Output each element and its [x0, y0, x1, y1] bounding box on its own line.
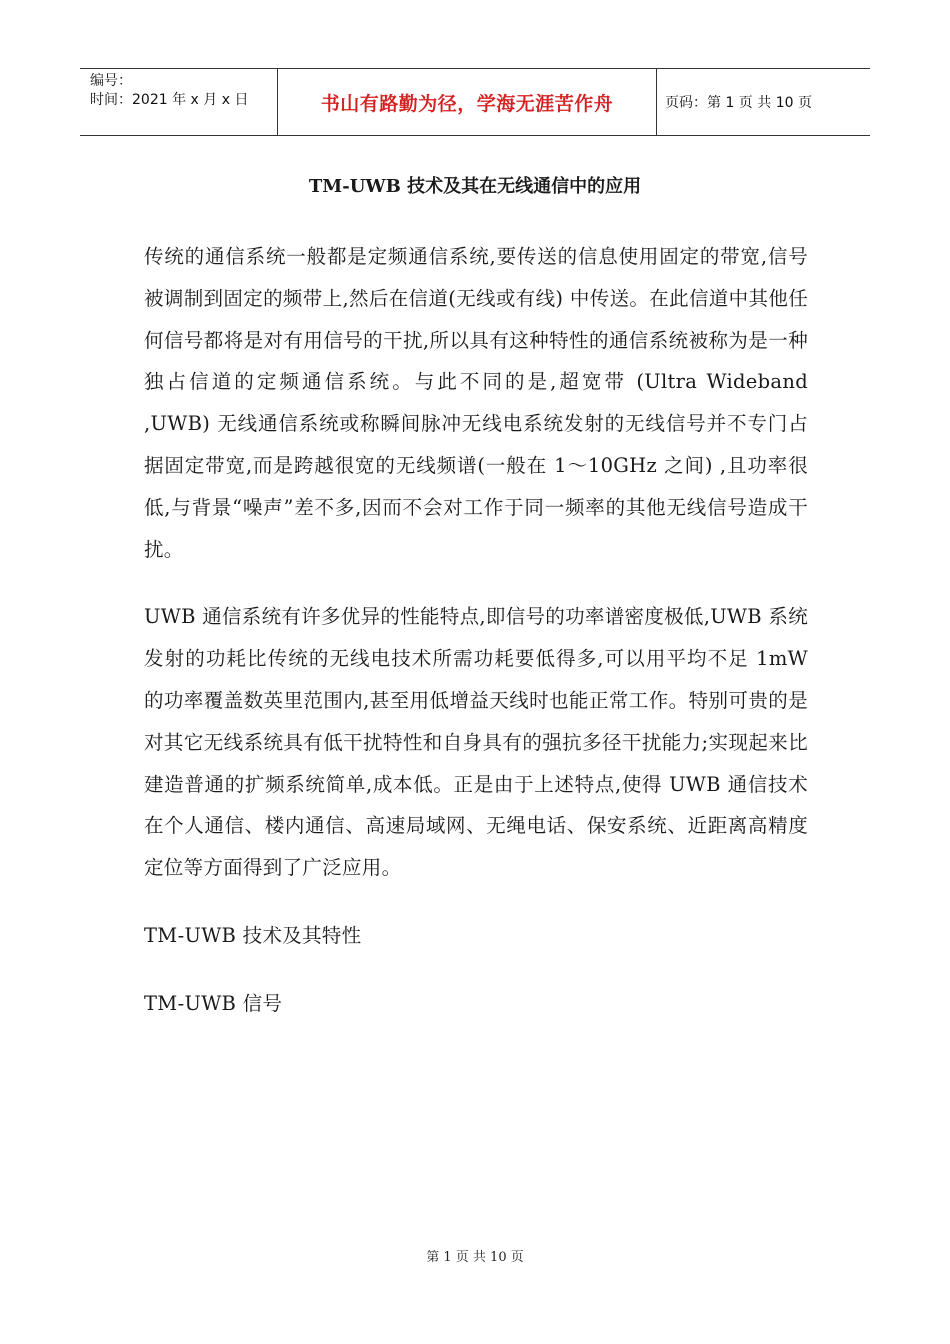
- header-number-label: 编号：: [90, 73, 132, 89]
- header-time-label: 时间：2021 年 x 月 x 日: [90, 92, 249, 108]
- body-paragraph-2: UWB 通信系统有许多优异的性能特点,即信号的功率谱密度极低,UWB 系统发射的功耗比传统的无线电技术所需功耗要低得多,可以用平均不足 1mW 的功率覆盖数英里范围内,甚至用低增益天线时也能正常工作。特别可贵的是对其它无线系统具有低干扰特性和自身具有的强抗多径干扰能力;实现起来比建造普通的扩频系统简单,成本低。正是由于上述特点,使得 UWB 通信技术在个人通信、楼内通信、高速局域网、无绳电话、保安系统、近距离高精度定位等方面得到了广泛应用。: [144, 605, 809, 880]
- page-header: [80, 68, 870, 136]
- header-page-info: 页码：第 1 页 共 10 页: [665, 95, 812, 111]
- page-footer: 第 1 页 共 10 页: [426, 1250, 524, 1265]
- header-motto: 书山有路勤为径，学海无涯苦作舟: [278, 69, 657, 135]
- document-title: TM-UWB 技术及其在无线通信中的应用: [308, 176, 642, 197]
- document-body: [144, 236, 808, 1025]
- subsection-heading: TM-UWB 信号: [144, 991, 283, 1015]
- body-paragraph-1: 传统的通信系统一般都是定频通信系统,要传送的信息使用固定的带宽,信号被调制到固定的频带上,然后在信道(无线或有线) 中传送。在此信道中其他任何信号都将是对有用信号的干扰,所以具有这种特性的通信系统被称为是一种独占信道的定频通信系统。与此不同的是,超宽带 (Ultra Wideband ,UWB) 无线通信系统或称瞬间脉冲无线电系统发射的无线信号并不专门占据固定带宽,而是跨越很宽的无线频谱(一般在 1～10GHz 之间) ,且功率很低,与背景“噪声”差不多,因而不会对工作于同一频率的其他无线信号造成干扰。: [144, 245, 808, 561]
- section-heading: TM-UWB 技术及其特性: [144, 923, 362, 947]
- header-meta: [80, 69, 278, 135]
